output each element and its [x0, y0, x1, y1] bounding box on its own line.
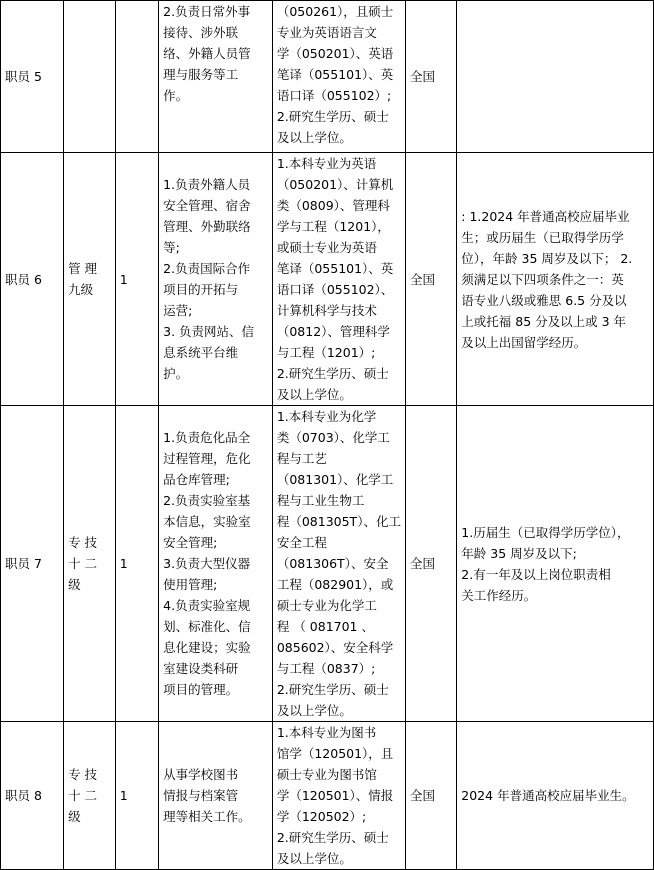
duties-cell	[159, 722, 273, 870]
cell-text: 职员 8	[5, 788, 42, 803]
cell-line: 学（120501）、情报	[276, 788, 394, 803]
headcount-cell	[115, 406, 158, 722]
major-requirement-cell	[272, 1, 405, 153]
cell-line: 硕士专业为图书馆	[276, 767, 377, 782]
cell-text: 1	[119, 271, 128, 287]
cell-line: 学（120502）;	[276, 809, 367, 824]
cell-line: 3. 负责网站、信	[163, 324, 255, 339]
cell-line: 笔译（055101）、英	[276, 261, 394, 276]
region-cell	[405, 1, 456, 153]
duties-cell	[159, 1, 273, 153]
cell-line: 3.负责大型仪器	[163, 556, 251, 571]
post-name-cell	[1, 406, 64, 722]
cell-line: 2.研究生学历、硕士	[276, 366, 389, 381]
region-cell	[405, 406, 456, 722]
cell-line: 4.负责实验室规	[163, 598, 251, 613]
cell-line: 理与服务等工	[163, 67, 239, 82]
cell-line: 级	[68, 809, 81, 824]
cell-line: 生；或历届生（已取得学历学	[461, 229, 624, 245]
cell-line: 2024 年普通高校应届毕业生。	[461, 788, 635, 803]
cell-line: 运营;	[163, 303, 193, 318]
cell-line: 等;	[163, 240, 180, 255]
cell-line: 1.本科专业为化学	[276, 409, 377, 424]
post-name-cell	[1, 722, 64, 870]
post-name-cell	[1, 153, 64, 406]
cell-text: 职员 5	[5, 69, 42, 84]
post-level-cell	[64, 153, 116, 406]
cell-line: 2.研究生学历、硕士	[276, 109, 389, 124]
cell-line: 1.历届生（已取得学历学位），	[461, 524, 630, 540]
duties-cell	[159, 406, 273, 722]
cell-line: 程与工业生物工	[276, 493, 365, 508]
cell-line: 安全管理;	[163, 535, 218, 550]
cell-line: 硕士专业为化学工	[276, 598, 377, 613]
cell-line: 语专业八级或雅思 6.5 分及以	[461, 292, 627, 308]
headcount-cell	[115, 1, 158, 153]
other-conditions-cell	[457, 1, 654, 153]
post-level-cell	[64, 722, 116, 870]
cell-text: 全国	[409, 556, 435, 571]
cell-line: 及以上学位。	[276, 851, 352, 866]
cell-line: 1.负责外籍人员	[163, 177, 251, 192]
cell-line: 管理、外勤联络	[163, 219, 251, 234]
major-requirement-cell	[272, 153, 405, 406]
cell-line: 专业为英语语言文	[276, 25, 377, 40]
cell-line: 项目的管理。	[163, 682, 239, 697]
cell-line: （050261），且硕士	[276, 4, 394, 19]
other-conditions-cell	[457, 153, 654, 406]
table-row	[1, 1, 654, 153]
table-row	[1, 722, 654, 870]
cell-line: 从事学校图书	[163, 767, 239, 782]
cell-line: 2.研究生学历、硕士	[276, 682, 389, 697]
cell-line: 工程（082901），或	[276, 577, 394, 592]
post-level-cell	[64, 1, 116, 153]
duties-cell	[159, 153, 273, 406]
cell-line: （050201）、计算机	[276, 177, 394, 192]
cell-line: 及以上学位。	[276, 387, 352, 402]
cell-line: 管 理	[68, 261, 98, 276]
cell-line: 专 技	[68, 767, 98, 782]
other-conditions-cell	[457, 406, 654, 722]
cell-text: 1	[119, 788, 128, 803]
cell-line: 作。	[163, 88, 189, 103]
cell-line: 息系统平台维	[163, 345, 239, 360]
cell-line: 息化建设；实验	[163, 640, 251, 655]
cell-line: 2.研究生学历、硕士	[276, 830, 389, 845]
cell-line: 与工程（0837）;	[276, 661, 376, 676]
cell-line: 1.本科专业为英语	[276, 156, 377, 171]
cell-line: 085602）、安全科学	[276, 640, 394, 655]
cell-line: 程（081305T）、化工	[276, 514, 401, 529]
cell-line: 学（050201）、英语	[276, 46, 394, 61]
cell-line: 专 技	[68, 535, 98, 550]
cell-line: 级	[68, 577, 81, 592]
cell-line: 2.有一年及以上岗位职责相	[461, 566, 611, 582]
cell-line: 项目的开拓与	[163, 282, 239, 297]
cell-line: 络、外籍人员管	[163, 46, 251, 61]
cell-line: 划、标准化、信	[163, 619, 251, 634]
table-row	[1, 406, 654, 722]
cell-line: 类（0703）、化学工	[276, 430, 390, 445]
cell-line: 本信息，实验室	[163, 514, 251, 529]
headcount-cell	[115, 722, 158, 870]
cell-line: 及以上学位。	[276, 130, 352, 145]
table-row	[1, 153, 654, 406]
cell-line: 安全管理、宿舍	[163, 198, 251, 213]
cell-line: 过程管理，危化	[163, 451, 251, 466]
cell-line: 位），年龄 35 周岁及以下； 2.	[461, 250, 633, 266]
cell-line: 或硕士专业为英语	[276, 240, 377, 255]
cell-text: 职员 7	[5, 556, 42, 571]
cell-line: 十 二	[68, 788, 98, 803]
cell-line: 年龄 35 周岁及以下;	[461, 545, 577, 561]
post-level-cell	[64, 406, 116, 722]
cell-line: 馆学（120501），且	[276, 746, 394, 761]
cell-line: 理等相关工作。	[163, 809, 251, 824]
cell-line: 室建设类科研	[163, 661, 239, 676]
cell-line: 品仓库管理;	[163, 472, 230, 487]
cell-text: 全国	[409, 69, 435, 84]
cell-text: 职员 6	[5, 271, 42, 287]
cell-line: 须满足以下四项条件之一：英	[461, 271, 624, 287]
cell-text: 1	[119, 556, 128, 571]
cell-line: （081306T）、安全	[276, 556, 389, 571]
cell-line: 学与工程（1201），	[276, 219, 390, 234]
cell-line: 上或托福 85 分及以上或 3 年	[461, 313, 627, 329]
cell-text: 全国	[409, 271, 435, 287]
cell-line: 1.负责危化品全	[163, 430, 251, 445]
cell-line: 笔译（055101）、英	[276, 67, 394, 82]
cell-line: 2.负责国际合作	[163, 261, 251, 276]
headcount-cell	[115, 153, 158, 406]
cell-line: 情报与档案管	[163, 788, 239, 803]
region-cell	[405, 153, 456, 406]
cell-line: 及以上学位。	[276, 703, 352, 718]
cell-line: 计算机科学与技术	[276, 303, 377, 318]
cell-line: （0812）、管理科学	[276, 324, 390, 339]
cell-line: 语口译（055102）、	[276, 282, 394, 297]
cell-line: （081301）、化学工	[276, 472, 394, 487]
cell-line: 程 （ 081701 、	[276, 619, 374, 634]
cell-line: 护。	[163, 366, 189, 381]
cell-line: 接待、涉外联	[163, 25, 239, 40]
cell-line: 1.本科专业为图书	[276, 725, 377, 740]
cell-line: 及以上出国留学经历。	[461, 334, 587, 350]
cell-line: 安全工程	[276, 535, 327, 550]
cell-text: 全国	[409, 788, 435, 803]
region-cell	[405, 722, 456, 870]
cell-line: 2.负责日常外事	[163, 4, 251, 19]
cell-line: 类（0809）、管理科	[276, 198, 390, 213]
major-requirement-cell	[272, 722, 405, 870]
cell-line: 十 二	[68, 556, 98, 571]
cell-line: 程与工艺	[276, 451, 327, 466]
cell-line: 2.负责实验室基	[163, 493, 251, 508]
cell-line: 语口译（055102）;	[276, 88, 392, 103]
post-name-cell	[1, 1, 64, 153]
cell-line: : 1.2024 年普通高校应届毕业	[461, 208, 630, 224]
cell-line: 使用管理;	[163, 577, 218, 592]
cell-line: 与工程（1201）;	[276, 345, 376, 360]
cell-line: 关工作经历。	[461, 587, 537, 603]
other-conditions-cell	[457, 722, 654, 870]
major-requirement-cell	[272, 406, 405, 722]
cell-line: 九级	[68, 282, 94, 297]
